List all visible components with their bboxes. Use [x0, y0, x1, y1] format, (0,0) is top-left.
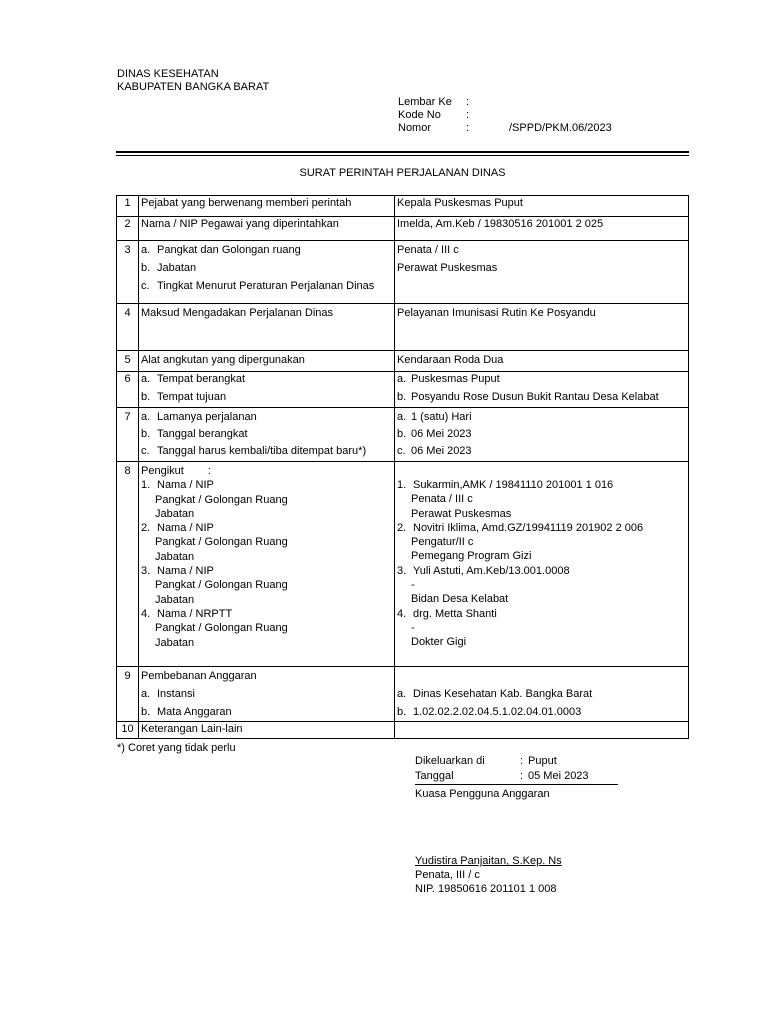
row-sub-value: a. Dinas Kesehatan Kab. Bangka Barat	[397, 688, 593, 700]
row-sub-value: b. 1.02.02.2.02.04.5.1.02.04.01.0003	[397, 706, 582, 718]
row-label: Pejabat yang berwenang memberi perintah	[141, 197, 352, 209]
row-sub-label: c. Tingkat Menurut Peraturan Perjalanan Dinas	[141, 280, 375, 292]
row-label: Keterangan Lain-lain	[141, 723, 243, 735]
ref-value-nomor: /SPPD/PKM.06/2023	[509, 122, 612, 134]
follower-label: 3. Nama / NIP	[141, 565, 214, 578]
footnote: *) Coret yang tidak perlu	[117, 742, 236, 754]
row-sub-label: b. Tanggal berangkat	[141, 428, 248, 440]
issued-date-label: Tanggal	[415, 770, 454, 782]
follower-value: 4. drg. Metta Shanti	[397, 607, 497, 620]
row-sub-value: a. 1 (satu) Hari	[397, 411, 472, 423]
org-region: KABUPATEN BANGKA BARAT	[117, 81, 270, 93]
colon: :	[207, 465, 211, 477]
row-label: Alat angkutan yang dipergunakan	[141, 354, 305, 366]
ref-label-lembar: Lembar Ke	[398, 96, 452, 108]
sub-mark: a.	[141, 244, 151, 256]
issued-date: 05 Mei 2023	[528, 770, 589, 782]
follower-value: 3. Yuli Astuti, Am.Keb/13.001.0008	[397, 564, 570, 577]
row-number: 2	[124, 218, 131, 230]
row-4	[117, 304, 689, 351]
row-6	[117, 372, 689, 408]
row-number: 7	[124, 411, 131, 423]
follower-value: 1. Sukarmin,AMK / 19841110 201001 1 016	[397, 479, 614, 491]
row-sub-label: a. Lamanya perjalanan	[141, 411, 257, 423]
follower-value: 2. Novitri Iklima, Amd.GZ/19941119 201902 2 006	[397, 521, 644, 534]
row-sub-label: b. Jabatan	[141, 262, 197, 274]
header-rule-bottom	[116, 155, 689, 156]
row-sub-value: b. 06 Mei 2023	[397, 428, 472, 440]
row-5	[117, 351, 689, 372]
row-number: 8	[124, 465, 131, 477]
document-title: SURAT PERINTAH PERJALANAN DINAS	[299, 167, 506, 179]
follower-label: 4. Nama / NRPTT	[141, 607, 233, 620]
issuing-authority: Kuasa Pengguna Anggaran	[415, 788, 550, 800]
header-rule-top	[116, 151, 689, 153]
row-sub-label: a. Instansi	[141, 688, 195, 700]
sppd-table	[116, 195, 689, 739]
row-sub-value: c. 06 Mei 2023	[397, 445, 472, 457]
row-number: 6	[124, 373, 131, 385]
row-number: 5	[124, 354, 131, 366]
signatory-rank: Penata, III / c	[415, 869, 480, 881]
row-label: Pembebanan Anggaran	[141, 670, 257, 682]
row-label: Nama / NIP Pegawai yang diperintahkan	[141, 218, 339, 230]
row-number: 10	[121, 723, 134, 735]
org-name: DINAS KESEHATAN	[117, 68, 219, 80]
row-sub-value: a. Puskesmas Puput	[397, 373, 500, 385]
row-7	[117, 408, 689, 462]
issued-place-colon: :	[520, 755, 524, 767]
issued-date-colon: :	[520, 770, 524, 782]
row-1	[117, 196, 689, 217]
row-8: 8 Pengikut : 1. Nama / NIP Pangkat / Golongan Ruang Jabatan 2. Nama / NIP Pangkat / Golongan Ruang Jabatan 3. Nama / NIP Pangkat / Golongan Ruang Jabatan 4. Nama / NRPTT Pangkat / Golongan Ruang Jabatan 1. Sukarmin,AMK / 19841110 201001 1 016 Penata / III c Perawat Puskesmas 2. Novitri Iklima, Amd.GZ/19941119 201902 2 006 Pengatur/II c Pemegang Program Gizi 3. Yuli Astuti, Am.Keb/13.001.0008 - Bidan Desa Kelabat 4. drg. Metta Shanti - Dokter Gigi	[117, 462, 689, 667]
ref-label-kode: Kode No	[398, 109, 441, 121]
row-value: Imelda, Am.Keb / 19830516 201001 2 025	[397, 218, 604, 230]
row-2	[117, 217, 689, 241]
row-label: Maksud Mengadakan Perjalanan Dinas	[141, 307, 334, 319]
row-sub-label: b. Mata Anggaran	[141, 706, 232, 718]
ref-colon-lembar: :	[466, 96, 470, 108]
ref-colon-kode: :	[466, 109, 470, 121]
row-label: Pengikut :	[141, 465, 211, 477]
ref-colon-nomor: :	[466, 122, 470, 134]
row-sub-label: b. Tempat tujuan	[141, 391, 227, 403]
row-3	[117, 241, 689, 304]
issued-place-label: Dikeluarkan di	[415, 755, 485, 767]
issued-underline	[415, 784, 618, 785]
row-sub-label: a. Tempat berangkat	[141, 373, 246, 385]
row-9	[117, 667, 689, 722]
row-value: Kepala Puskesmas Puput	[397, 197, 523, 209]
row-value: Pelayanan Imunisasi Rutin Ke Posyandu	[397, 307, 596, 319]
row-value	[395, 722, 688, 736]
row-sub-value: b. Posyandu Rose Dusun Bukit Rantau Desa Kelabat	[397, 391, 659, 403]
row-value: Kendaraan Roda Dua	[397, 354, 504, 366]
row-sub-value	[395, 279, 688, 297]
follower-label: 2. Nama / NIP	[141, 522, 214, 535]
row-sub-value: Penata / III c	[397, 244, 459, 256]
row-number: 9	[124, 670, 131, 682]
signatory-name: Yudistira Panjaitan, S.Kep. Ns	[415, 855, 562, 867]
row-sub-value: Perawat Puskesmas	[397, 262, 498, 274]
ref-label-nomor: Nomor	[398, 122, 432, 134]
issued-place: Puput	[528, 755, 557, 767]
sub-mark: c.	[141, 280, 150, 292]
signatory-nip: NIP. 19850616 201101 1 008	[415, 883, 557, 895]
row-sub-label: c. Tanggal harus kembali/tiba ditempat baru*)	[141, 445, 367, 457]
row-10	[117, 722, 689, 739]
follower-label: 1. Nama / NIP	[141, 479, 214, 492]
sub-mark: b.	[141, 262, 151, 274]
row-sub-label: a. Pangkat dan Golongan ruang	[141, 244, 301, 256]
row-number: 4	[124, 307, 131, 319]
row-number: 3	[124, 244, 131, 256]
row-number: 1	[124, 197, 131, 209]
